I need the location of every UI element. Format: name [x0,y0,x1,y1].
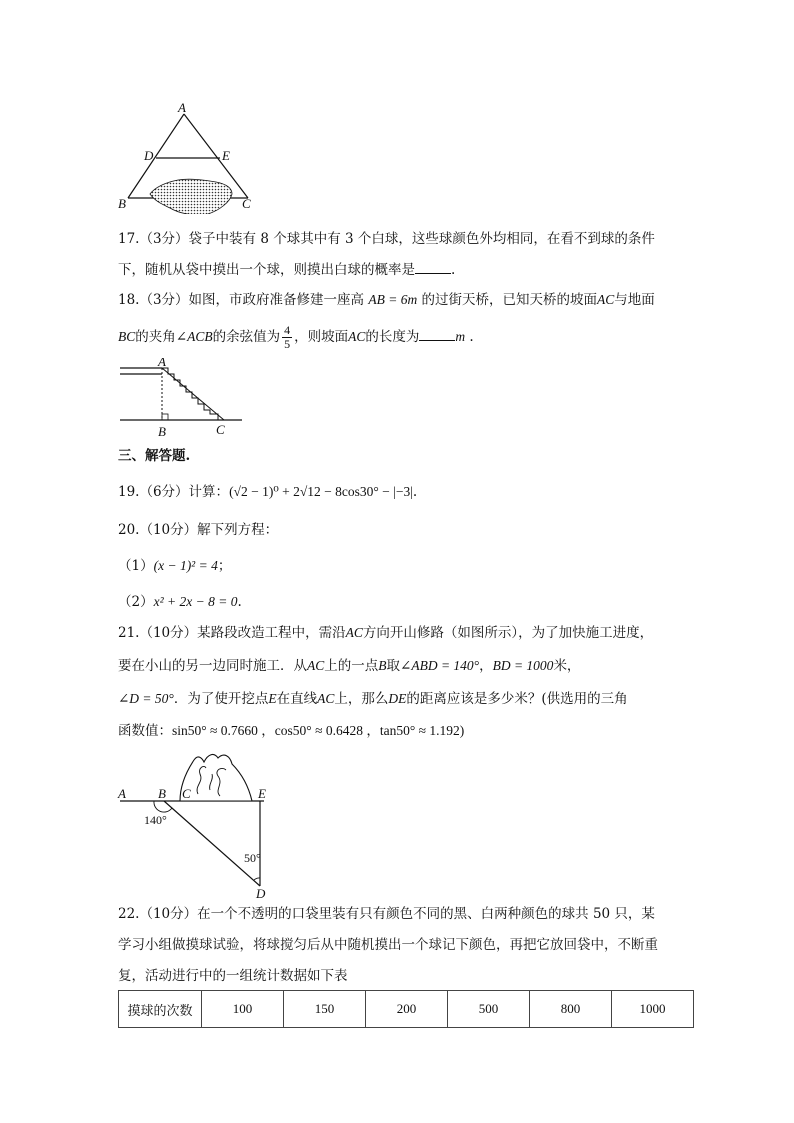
table-cell: 200 [366,991,448,1028]
q21-line4 [118,721,464,741]
q18-ac-2: AC [348,329,366,344]
q21-b: B [378,658,387,673]
q21-line2 [118,656,580,676]
q18-text-h: . [469,329,474,345]
q21-text-e: 取 [386,658,401,674]
q20-p2-label: （2） [118,594,154,610]
q18-line1 [118,290,655,310]
angle-arc-b [154,801,172,812]
label-a: A [178,100,186,115]
q18-height: AB = 6m [368,292,418,307]
frac-num: 4 [284,323,291,337]
mountain-shape [180,755,252,801]
q22-line2: 学习小组做摸球试验，将球搅匀后从中随机摸出一个球记下颜色，再把它放回袋中，不断重 [118,937,658,953]
label-e: E [222,148,230,163]
q19-end: . [412,484,418,500]
label-c: C [182,786,191,801]
label-c: C [242,196,251,211]
q20-p2-end: . [237,594,242,610]
label-e: E [258,786,266,801]
segment-bd [164,801,260,886]
q20-p1-expr: (x − 1)² = 4 [153,558,218,573]
q19-text: 19.（6分）计算： [118,484,230,500]
q18-text-g: 的长度为 [365,329,420,345]
q18-ac: AC [597,292,615,307]
q22-line1: 22.（10分）在一个不透明的口袋里装有只有颜色不同的黑、白两种颜色的球共 50 只，某 [118,906,655,922]
q21-text-k: 的距离应该是多少米？(供选用的三角 [406,691,628,707]
frac-den: 5 [284,337,291,351]
angle-arc-d [254,878,260,880]
q17-line2-end: . [451,262,456,278]
label-a: A [118,786,126,801]
label-b: B [158,424,166,438]
q20-part2 [118,592,242,612]
q18-unit: m [455,329,466,344]
q20-p1-end: ； [217,558,232,574]
q18-text-e: 的余弦值为 [212,329,281,345]
q20-p1-label: （1） [118,558,154,574]
q21-ac-2: AC [307,658,325,673]
lake-shape [150,179,232,214]
cos-fraction [282,324,292,351]
angle-50-label: 50° [244,851,261,865]
table-row [119,991,694,1028]
q21-text-g: 米， [553,658,581,674]
table-header-cell: 摸球的次数 [119,991,202,1028]
angle-140-label: 140° [144,813,167,827]
label-b: B [118,196,126,211]
slope-ac [162,368,224,420]
q21-text-f: ， [479,658,493,674]
q21-text-j: 上，那么 [334,691,389,707]
section-title: 三、解答题. [118,448,191,464]
answer-blank [415,259,451,274]
table-cell: 500 [448,991,530,1028]
road-mountain-figure [114,750,284,900]
q22-line3: 复，活动进行中的一组统计数据如下表 [118,968,348,984]
answer-blank-2 [419,326,455,341]
label-d: D [256,886,266,900]
label-d: D [144,148,154,163]
label-a: A [158,358,166,369]
q18-line2 [118,324,474,351]
q20-p2-expr: x² + 2x − 8 = 0 [153,594,238,609]
q21-angle-abd: ∠ABD = 140° [400,658,480,673]
table-cell: 800 [530,991,612,1028]
right-angle-mark [162,414,168,420]
q21-line3 [118,689,628,709]
q20-title: 20.（10分）解下列方程： [118,522,279,538]
q21-text-a: 21.（10分）某路段改造工程中，需沿 [118,625,346,641]
table-cell: 100 [202,991,284,1028]
q21-e: E [268,691,277,706]
q21-ac: AC [345,625,363,640]
q21-text-l: 函数值： [118,723,172,739]
q21-ac-3: AC [317,691,335,706]
q18-angle: ∠ACB [175,329,213,344]
q21-text-d: 上的一点 [324,658,379,674]
label-b: B [158,786,166,801]
q21-text-i: 在直线 [276,691,318,707]
q18-text-d: 的夹角 [135,329,176,345]
q21-text-c: 要在小山的另一边同时施工．从 [118,658,307,674]
q21-de: DE [388,691,407,706]
q19-line [118,482,417,502]
q18-text-a: 18.（3分）如图，市政府准备修建一座高 [118,292,365,308]
stats-table [118,990,694,1028]
table-cell: 1000 [612,991,694,1028]
table-cell: 150 [284,991,366,1028]
q17-line2 [118,259,455,280]
triangle-lake-figure [112,98,272,214]
q19-expression: (√2 − 1)⁰ + 2√12 − 8cos30° − |−3| [229,484,413,499]
q20-part1 [118,556,231,576]
q21-bd: BD = 1000 [492,658,554,673]
q21-text-b: 方向开山修路（如图所示），为了加快施工进度， [362,625,654,641]
q21-angle-d: ∠D = 50° [118,691,174,706]
q17-line2-text: 下，随机从袋中摸出一个球，则摸出白球的概率是 [118,262,415,278]
q18-bc: BC [118,329,136,344]
q18-text-b: 的过街天桥，已知天桥的坡面 [421,292,598,308]
q18-text-c: 与地面 [614,292,655,308]
q21-line1 [118,623,653,643]
bridge-stairs-figure [116,358,246,438]
q17-line1: 17.（3分）袋子中装有 8 个球其中有 3 个白球，这些球颜色外均相同，在看不到球的条件 [118,231,655,247]
q21-trig-values: sin50° ≈ 0.7660 ，cos50° ≈ 0.6428 ，tan50° ≈ 1.192) [172,723,465,738]
label-c: C [216,422,225,437]
q21-text-h: ．为了使开挖点 [173,691,269,707]
q18-text-f: ，则坡面 [294,329,349,345]
